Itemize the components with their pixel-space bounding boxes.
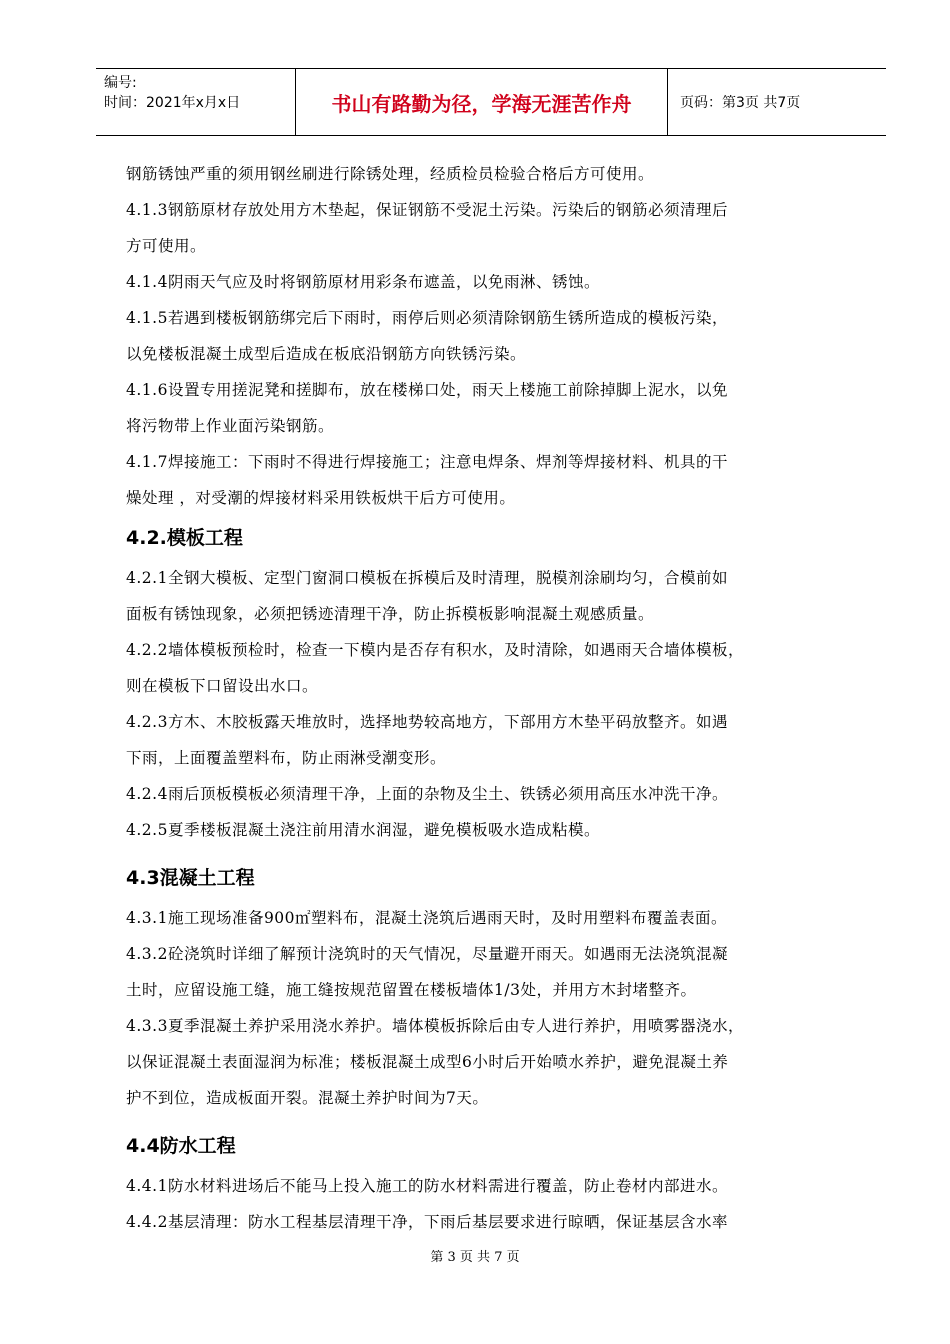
document-body: [126, 156, 861, 1240]
paragraph-line: 4.2.5夏季楼板混凝土浇注前用清水润湿，避免模板吸水造成粘模。: [126, 821, 600, 839]
paragraph-line: 护不到位，造成板面开裂。混凝土养护时间为7天。: [126, 1089, 489, 1107]
paragraph-line: 4.3.3夏季混凝土养护采用浇水养护。墙体模板拆除后由专人进行养护，用喷雾器浇水，: [126, 1017, 744, 1035]
page-footer: 第 3 页 共 7 页: [430, 1250, 520, 1265]
paragraph-line: 4.4.1防水材料进场后不能马上投入施工的防水材料需进行覆盖，防止卷材内部进水。: [126, 1177, 728, 1195]
time-label: 时间：2021年x月x日: [104, 95, 241, 111]
section-heading: 4.3混凝土工程: [126, 867, 255, 889]
paragraph-line: 以保证混凝土表面湿润为标准；楼板混凝土成型6小时后开始喷水养护，避免混凝土养: [126, 1053, 729, 1071]
section-gap: [126, 1116, 861, 1124]
paragraph-line: 将污物带上作业面污染钢筋。: [126, 417, 335, 435]
paragraph-line: 4.2.3方木、木胶板露天堆放时，选择地势较高地方，下部用方木垫平码放整齐。如遇: [126, 713, 728, 731]
section-heading: 4.2.模板工程: [126, 527, 243, 549]
header-page-info: 页码：第3页 共7页: [680, 95, 801, 111]
paragraph-line: 钢筋锈蚀严重的须用钢丝刷进行除锈处理，经质检员检验合格后方可使用。: [126, 165, 655, 183]
page-header: [96, 68, 886, 136]
paragraph-line: 下雨，上面覆盖塑料布，防止雨淋受潮变形。: [126, 749, 447, 767]
paragraph-line: 以免楼板混凝土成型后造成在板底沿钢筋方向铁锈污染。: [126, 345, 527, 363]
section-gap: [126, 848, 861, 856]
paragraph-line: 面板有锈蚀现象，必须把锈迹清理干净，防止拆模板影响混凝土观感质量。: [126, 605, 655, 623]
paragraph-line: 4.3.2砼浇筑时详细了解预计浇筑时的天气情况，尽量避开雨天。如遇雨无法浇筑混凝: [126, 945, 728, 963]
paragraph-line: 4.2.4雨后顶板模板必须清理干净，上面的杂物及尘土、铁锈必须用高压水冲洗干净。: [126, 785, 728, 803]
paragraph-line: 4.1.4阴雨天气应及时将钢筋原材用彩条布遮盖，以免雨淋、锈蚀。: [126, 273, 600, 291]
paragraph-line: 4.2.2墙体模板预检时，检查一下模内是否存有积水，及时清除，如遇雨天合墙体模板，: [126, 641, 744, 659]
serial-label: 编号:: [104, 75, 137, 91]
paragraph-line: 4.1.5若遇到楼板钢筋绑完后下雨时，雨停后则必须清除钢筋生锈所造成的模板污染，: [126, 309, 728, 327]
paragraph-line: 4.1.6设置专用搓泥凳和搓脚布，放在楼梯口处，雨天上楼施工前除掉脚上泥水，以免: [126, 381, 728, 399]
section-heading: 4.4防水工程: [126, 1135, 236, 1157]
paragraph-line: 4.2.1全钢大模板、定型门窗洞口模板在拆模后及时清理，脱模剂涂刷均匀，合模前如: [126, 569, 728, 587]
paragraph-line: 土时，应留设施工缝，施工缝按规范留置在楼板墙体1/3处，并用方木封堵整齐。: [126, 981, 697, 999]
paragraph-line: 4.1.7焊接施工：下雨时不得进行焊接施工；注意电焊条、焊剂等焊接材料、机具的干: [126, 453, 728, 471]
paragraph-line: 燥处理 ，对受潮的焊接材料采用铁板烘干后方可使用。: [126, 489, 516, 507]
paragraph-line: 4.1.3钢筋原材存放处用方木垫起，保证钢筋不受泥土污染。污染后的钢筋必须清理后: [126, 201, 728, 219]
paragraph-line: 4.3.1施工现场准备900㎡塑料布，混凝土浇筑后遇雨天时，及时用塑料布覆盖表面。: [126, 909, 728, 927]
paragraph-line: 4.4.2基层清理：防水工程基层清理干净，下雨后基层要求进行晾晒，保证基层含水率: [126, 1213, 728, 1231]
header-meta: [96, 69, 296, 135]
paragraph-line: 方可使用。: [126, 237, 207, 255]
header-motto: 书山有路勤为径，学海无涯苦作舟: [296, 69, 668, 135]
paragraph-line: 则在模板下口留设出水口。: [126, 677, 319, 695]
